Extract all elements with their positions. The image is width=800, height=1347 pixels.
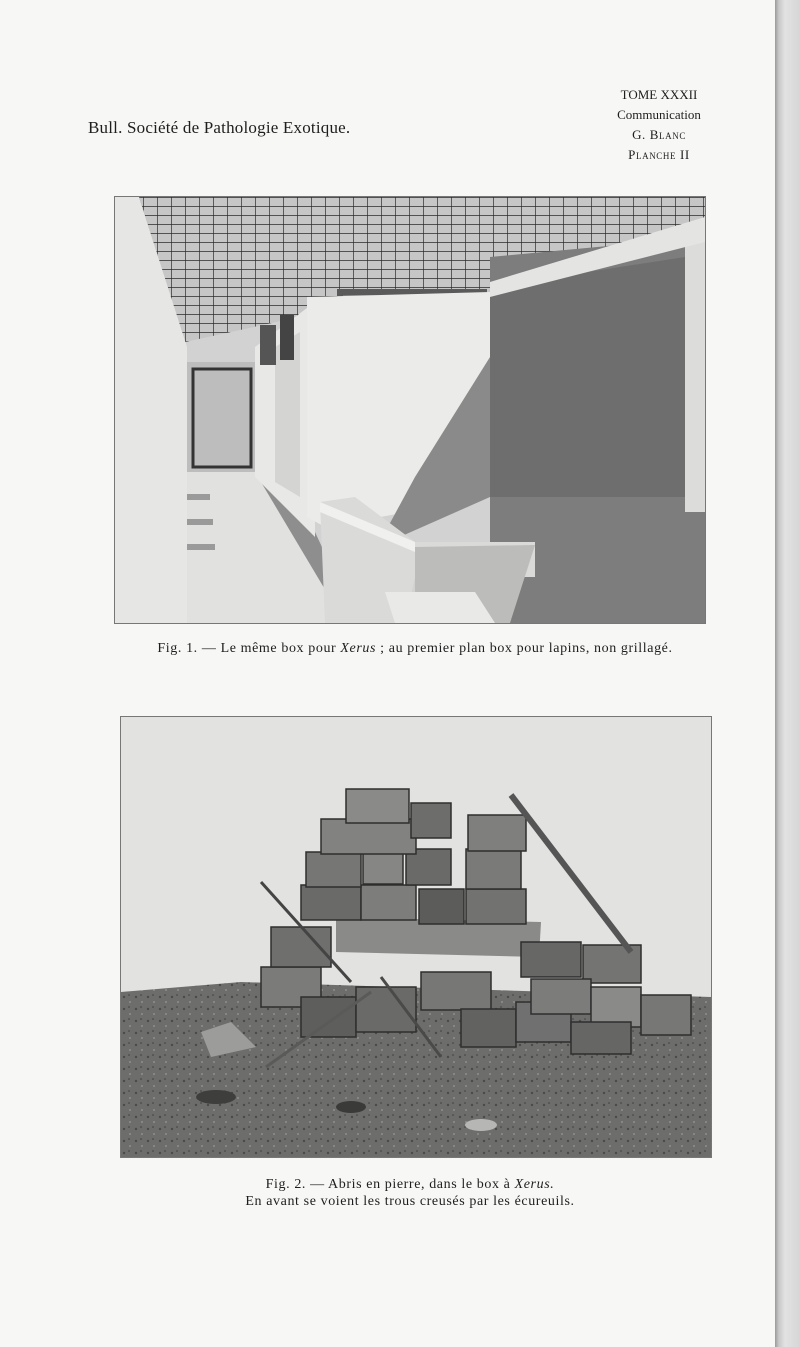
figure-2-caption-prefix: Fig. 2. — Abris en pierre, dans le box à — [265, 1177, 515, 1192]
page-edge-shadow — [775, 0, 800, 1347]
plate-number: Planche II — [628, 147, 690, 162]
figure-1-photo — [114, 196, 706, 624]
journal-title: Bull. Société de Pathologie Exotique. — [88, 118, 351, 137]
author-name: G. Blanc — [632, 127, 686, 142]
figure-1-caption-suffix: ; au premier plan box pour lapins, non grillagé. — [376, 641, 673, 656]
figure-1-caption — [70, 641, 760, 657]
plate-header — [600, 88, 718, 168]
figure-2-caption-line-1 — [100, 1177, 720, 1193]
figure-2-caption-line-2: En avant se voient les trous creusés par les écureuils. — [245, 1194, 575, 1209]
stone-shelter-image — [121, 717, 711, 1157]
figure-1-caption-species: Xerus — [340, 641, 377, 656]
enclosure-corridor-image — [115, 197, 705, 623]
figure-2-caption-species: Xerus. — [514, 1177, 555, 1192]
communication-label: Communication — [617, 107, 701, 122]
tome-number: TOME XXXII — [620, 87, 698, 102]
figure-2-photo — [120, 716, 712, 1158]
figure-1-caption-prefix: Fig. 1. — Le même box pour — [157, 641, 341, 656]
